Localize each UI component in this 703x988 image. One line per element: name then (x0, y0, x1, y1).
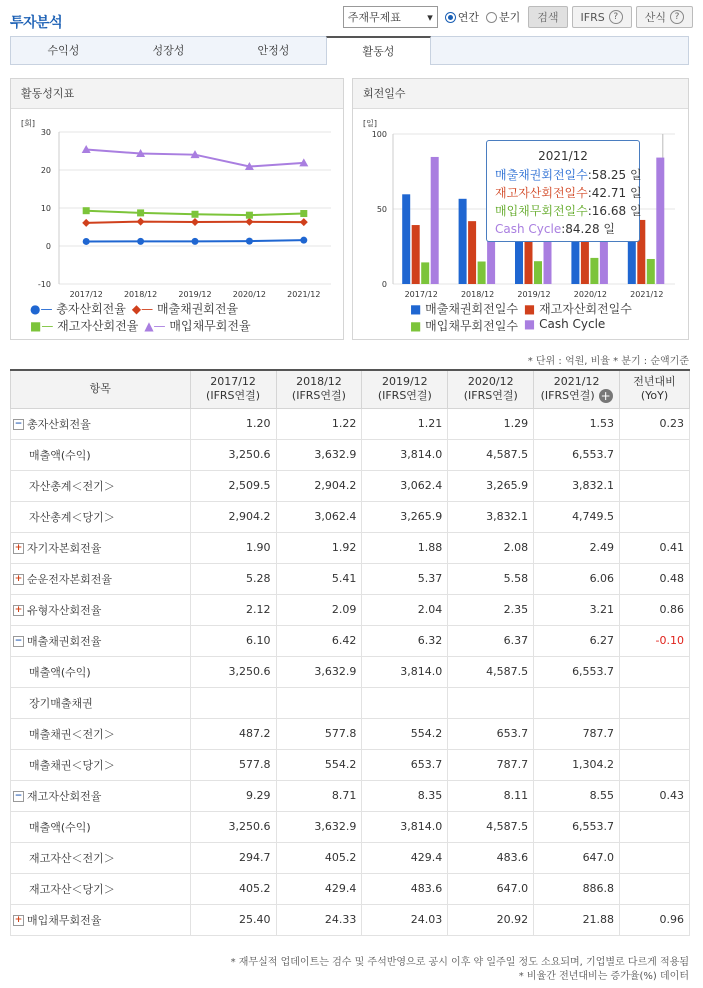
legend-label: 매입채무회전일수 (425, 319, 518, 333)
yoy-cell: -0.10 (620, 625, 690, 656)
header-yoy (620, 370, 690, 408)
value-cell: 1.88 (362, 532, 448, 563)
table-row (11, 594, 690, 625)
yoy-cell (620, 718, 690, 749)
header-2020 (448, 370, 534, 408)
header-year: 2021/12 (IFRS연결) (540, 375, 600, 403)
value-cell: 429.4 (362, 842, 448, 873)
header-label: 항목 (89, 382, 111, 396)
bar (656, 158, 664, 284)
legend-label: 재고자산회전일수 (539, 302, 632, 316)
collapse-icon[interactable]: − (14, 791, 23, 801)
bar (534, 261, 542, 284)
legend-item-inventory-days[interactable]: ■ 재고자산회전일수 (523, 302, 632, 316)
analysis-tabs (10, 36, 689, 65)
value-cell: 1.22 (276, 408, 362, 439)
table-row (11, 842, 690, 873)
row-label[interactable]: 매입채무회전율 (27, 913, 102, 927)
controls-bar (343, 6, 693, 28)
expand-icon[interactable]: + (14, 915, 23, 925)
value-cell: 647.0 (534, 842, 620, 873)
expand-icon[interactable]: + (14, 543, 23, 553)
value-cell: 2.49 (534, 532, 620, 563)
row-label[interactable]: 유형자산회전율 (27, 603, 102, 617)
value-cell: 1.29 (448, 408, 534, 439)
value-cell: 5.28 (190, 563, 276, 594)
expand-icon[interactable]: + (14, 605, 23, 615)
value-cell: 4,587.5 (448, 656, 534, 687)
tooltip-title: 2021/12 (538, 149, 588, 163)
statement-select-value: 주재무제표 (347, 11, 401, 24)
header-year: 2017/12 (IFRS연결) (206, 375, 261, 403)
bar (402, 194, 410, 284)
tooltip-label: 매입채무회전일수 (495, 204, 588, 218)
row-label: 자산총계＜당기＞ (29, 510, 115, 524)
row-label[interactable]: 재고자산회전율 (27, 789, 102, 803)
data-point (300, 218, 308, 226)
value-cell: 2.12 (190, 594, 276, 625)
value-cell: 3,062.4 (276, 501, 362, 532)
value-cell: 8.35 (362, 780, 448, 811)
value-cell: 3,832.1 (448, 501, 534, 532)
table-row (11, 811, 690, 842)
value-cell: 1.90 (190, 532, 276, 563)
radio-quarter[interactable] (486, 9, 520, 25)
row-label: 자산총계＜전기＞ (29, 479, 115, 493)
header-2019 (362, 370, 448, 408)
tooltip-label: 매출채권회전일수 (495, 168, 588, 182)
value-cell: 8.11 (448, 780, 534, 811)
value-cell (362, 687, 448, 718)
value-cell: 653.7 (362, 749, 448, 780)
data-point (83, 238, 90, 245)
tooltip-value: :16.68 일 (587, 204, 642, 218)
row-label-cell (11, 904, 191, 935)
value-cell: 1.20 (190, 408, 276, 439)
tooltip-value: :84.28 일 (561, 222, 616, 236)
row-label: 재고자산＜당기＞ (29, 882, 115, 896)
footnote-update: * 재무실적 업데이트는 검수 및 주석반영으로 공시 이후 약 일주일 정도 소요되며, 기업별로 다르게 적용됨 (230, 957, 689, 968)
row-label-cell (11, 594, 191, 625)
data-point (192, 238, 199, 245)
value-cell: 294.7 (190, 842, 276, 873)
data-point (191, 218, 199, 226)
table-row (11, 718, 690, 749)
value-cell: 8.55 (534, 780, 620, 811)
value-cell: 6.32 (362, 625, 448, 656)
value-cell: 6,553.7 (534, 656, 620, 687)
question-icon: ? (609, 10, 623, 24)
formula-button[interactable] (636, 6, 693, 28)
y-tick-label: 20 (40, 166, 51, 175)
value-cell: 647.0 (448, 873, 534, 904)
formula-button-label: 산식 (644, 11, 666, 24)
y-tick-label: 50 (376, 205, 387, 214)
row-label[interactable]: 자기자본회전율 (27, 541, 102, 555)
yoy-cell (620, 873, 690, 904)
yoy-cell (620, 501, 690, 532)
header-item (11, 370, 191, 408)
row-label-cell (11, 656, 191, 687)
value-cell: 4,587.5 (448, 439, 534, 470)
yoy-cell (620, 811, 690, 842)
chevron-down-icon: ▾ (427, 10, 433, 24)
row-label[interactable]: 총자산회전율 (27, 417, 91, 431)
tab-profitability[interactable]: 수익성 (47, 44, 80, 57)
row-label: 매출채권＜당기＞ (29, 758, 115, 772)
radio-quarter-label: 분기 (499, 11, 521, 24)
legend-item-cash-cycle[interactable]: ■ Cash Cycle (523, 317, 606, 331)
ifrs-button[interactable] (572, 6, 632, 28)
value-cell: 2,904.2 (190, 501, 276, 532)
question-icon: ? (670, 10, 684, 24)
data-point (192, 211, 199, 218)
yoy-cell (620, 842, 690, 873)
row-label-cell (11, 563, 191, 594)
footnote-yoy: * 비율간 전년대비는 증가율(%) 데이터 (518, 971, 689, 982)
data-point (82, 219, 90, 227)
y-unit-label: [일] (363, 119, 377, 128)
table-row (11, 780, 690, 811)
data-point (137, 238, 144, 245)
value-cell: 5.58 (448, 563, 534, 594)
header-year: 2019/12 (IFRS연결) (377, 375, 432, 403)
x-tick-label: 2020/12 (573, 290, 608, 299)
tooltip-row (495, 220, 631, 238)
header-yoy-label: 전년대비 (YoY) (633, 375, 676, 403)
row-label-cell (11, 780, 191, 811)
value-cell: 577.8 (276, 718, 362, 749)
legend-label: 매출채권회전일수 (425, 302, 518, 316)
row-label-cell (11, 439, 191, 470)
data-point (245, 218, 253, 226)
table-row (11, 439, 690, 470)
value-cell: 886.8 (534, 873, 620, 904)
yoy-cell: 0.96 (620, 904, 690, 935)
value-cell: 554.2 (362, 718, 448, 749)
value-cell: 6,553.7 (534, 811, 620, 842)
statement-select[interactable] (343, 6, 438, 28)
header-2018 (276, 370, 362, 408)
data-point (83, 207, 90, 214)
table-row (11, 563, 690, 594)
yoy-cell: 0.41 (620, 532, 690, 563)
bar (459, 199, 467, 284)
value-cell: 3,832.1 (534, 470, 620, 501)
value-cell: 8.71 (276, 780, 362, 811)
row-label-cell (11, 842, 191, 873)
value-cell: 483.6 (362, 873, 448, 904)
tooltip-value: :58.25 일 (587, 168, 642, 182)
value-cell (534, 687, 620, 718)
bar-chart-legend (410, 300, 690, 334)
collapse-icon[interactable]: − (14, 636, 23, 646)
value-cell: 6.37 (448, 625, 534, 656)
value-cell: 3,265.9 (362, 501, 448, 532)
yoy-cell (620, 470, 690, 501)
x-tick-label: 2019/12 (517, 290, 551, 299)
yoy-cell (620, 439, 690, 470)
yoy-cell: 0.23 (620, 408, 690, 439)
bar (421, 262, 429, 284)
row-label: 매출액(수익) (29, 665, 91, 679)
yoy-cell: 0.43 (620, 780, 690, 811)
radio-quarter-dot[interactable] (486, 12, 497, 23)
value-cell: 2.09 (276, 594, 362, 625)
value-cell: 20.92 (448, 904, 534, 935)
value-cell: 6.27 (534, 625, 620, 656)
tooltip-value: :42.71 일 (587, 186, 642, 200)
row-label-cell (11, 408, 191, 439)
legend-label: 매입채무회전율 (169, 319, 251, 333)
row-label: 장기매출채권 (29, 696, 93, 710)
table-row (11, 873, 690, 904)
table-row (11, 470, 690, 501)
x-tick-label: 2019/12 (178, 290, 212, 299)
row-label-cell (11, 625, 191, 656)
value-cell: 653.7 (448, 718, 534, 749)
data-point (137, 218, 145, 226)
activity-indicator-title: 활동성지표 (11, 79, 343, 109)
value-cell: 1,304.2 (534, 749, 620, 780)
bar (431, 157, 439, 284)
legend-label: Cash Cycle (539, 317, 606, 331)
row-label[interactable]: 매출채권회전율 (27, 634, 102, 648)
tooltip-row (495, 184, 642, 202)
bar (412, 225, 420, 284)
value-cell: 4,749.5 (534, 501, 620, 532)
data-point (246, 238, 253, 245)
value-cell (276, 687, 362, 718)
row-label-cell (11, 470, 191, 501)
radio-annual[interactable] (445, 9, 479, 25)
legend-item-receivables-turnover[interactable]: ◆— 매출채권회전율 (131, 302, 239, 316)
search-button[interactable] (528, 6, 567, 28)
tab-activity[interactable]: 활동성 (326, 36, 431, 65)
legend-label: 총자산회전율 (56, 302, 126, 316)
value-cell: 429.4 (276, 873, 362, 904)
value-cell: 1.53 (534, 408, 620, 439)
value-cell (448, 687, 534, 718)
value-cell: 21.88 (534, 904, 620, 935)
bar (478, 262, 486, 285)
value-cell: 1.21 (362, 408, 448, 439)
table-row (11, 749, 690, 780)
tooltip-row (495, 166, 642, 184)
x-tick-label: 2017/12 (69, 290, 103, 299)
legend-item-payables-turnover[interactable]: ▲— 매입채무회전율 (144, 319, 251, 333)
value-cell: 2.08 (448, 532, 534, 563)
row-label-cell (11, 501, 191, 532)
tooltip-label: Cash Cycle (495, 222, 562, 236)
yoy-cell (620, 687, 690, 718)
table-row (11, 687, 690, 718)
table-header-row (11, 370, 690, 408)
value-cell: 3,632.9 (276, 811, 362, 842)
tab-growth[interactable]: 성장성 (152, 44, 185, 57)
value-cell: 3,265.9 (448, 470, 534, 501)
yoy-cell (620, 749, 690, 780)
row-label-cell (11, 749, 191, 780)
yoy-cell (620, 656, 690, 687)
chart-tooltip (486, 140, 640, 242)
row-label-cell (11, 718, 191, 749)
y-tick-label: 10 (40, 204, 51, 213)
value-cell: 6.42 (276, 625, 362, 656)
x-tick-label: 2017/12 (404, 290, 438, 299)
value-cell: 787.7 (448, 749, 534, 780)
value-cell: 6,553.7 (534, 439, 620, 470)
radio-annual-label: 연간 (457, 11, 479, 24)
tooltip-row (495, 202, 642, 220)
bar (647, 259, 655, 284)
turnover-days-title: 회전일수 (353, 79, 688, 109)
value-cell: 3,250.6 (190, 811, 276, 842)
row-label: 매출액(수익) (29, 820, 91, 834)
y-tick-label: -10 (37, 280, 51, 289)
table-row (11, 656, 690, 687)
value-cell: 2,509.5 (190, 470, 276, 501)
value-cell: 25.40 (190, 904, 276, 935)
value-cell: 2.35 (448, 594, 534, 625)
value-cell: 3,632.9 (276, 656, 362, 687)
table-row (11, 408, 690, 439)
value-cell: 5.37 (362, 563, 448, 594)
row-label[interactable]: 순운전자본회전율 (27, 572, 113, 586)
row-label-cell (11, 532, 191, 563)
value-cell: 3,250.6 (190, 439, 276, 470)
legend-item-payable-days[interactable]: ■ 매입채무회전일수 (410, 319, 518, 333)
yoy-cell: 0.86 (620, 594, 690, 625)
collapse-icon[interactable]: − (14, 419, 23, 429)
y-tick-label: 0 (381, 280, 387, 289)
ifrs-button-label: IFRS (580, 10, 605, 24)
header-2021 (534, 370, 620, 408)
x-tick-label: 2020/12 (232, 290, 267, 299)
table-row (11, 532, 690, 563)
header (10, 6, 693, 34)
value-cell: 487.2 (190, 718, 276, 749)
y-tick-label: 100 (371, 130, 387, 139)
value-cell: 577.8 (190, 749, 276, 780)
search-button-label: 검색 (537, 11, 559, 24)
value-cell: 405.2 (276, 842, 362, 873)
line-chart-legend (30, 300, 340, 334)
tooltip-label: 재고자산회전일수 (495, 186, 588, 200)
expand-icon[interactable]: + (14, 574, 23, 584)
y-tick-label: 30 (40, 128, 51, 137)
header-year: 2020/12 (IFRS연결) (463, 375, 518, 403)
legend-label: 재고자산회전율 (57, 319, 139, 333)
value-cell (190, 687, 276, 718)
value-cell: 9.29 (190, 780, 276, 811)
row-label-cell (11, 687, 191, 718)
x-tick-label: 2021/12 (630, 290, 664, 299)
data-point (300, 210, 307, 217)
row-label: 매출액(수익) (29, 448, 91, 462)
value-cell: 2.04 (362, 594, 448, 625)
row-label-cell (11, 811, 191, 842)
row-label: 매출채권＜전기＞ (29, 727, 115, 741)
x-tick-label: 2018/12 (460, 290, 495, 299)
table-row (11, 501, 690, 532)
unit-note: * 단위 : 억원, 비율 * 분기 : 순액기준 (527, 356, 689, 367)
yoy-cell: 0.48 (620, 563, 690, 594)
value-cell: 3,814.0 (362, 656, 448, 687)
add-column-icon[interactable]: + (600, 389, 611, 404)
value-cell: 405.2 (190, 873, 276, 904)
legend-item-inventory-turnover[interactable]: ■— 재고자산회전율 (30, 319, 139, 333)
table-row (11, 625, 690, 656)
data-point (246, 212, 253, 219)
value-cell: 787.7 (534, 718, 620, 749)
x-tick-label: 2021/12 (287, 290, 321, 299)
activity-table (10, 369, 690, 936)
value-cell: 554.2 (276, 749, 362, 780)
value-cell: 483.6 (448, 842, 534, 873)
value-cell: 24.03 (362, 904, 448, 935)
row-label-cell (11, 873, 191, 904)
value-cell: 3,062.4 (362, 470, 448, 501)
legend-item-total-asset-turnover[interactable]: ●— 총자산회전율 (30, 302, 126, 316)
row-label: 재고자산＜전기＞ (29, 851, 115, 865)
bar (468, 221, 476, 284)
value-cell: 3,814.0 (362, 439, 448, 470)
value-cell: 6.10 (190, 625, 276, 656)
table-row (11, 904, 690, 935)
page-title: 투자분석 (10, 15, 63, 31)
data-point (137, 209, 144, 216)
header-year: 2018/12 (IFRS연결) (291, 375, 346, 403)
value-cell: 2,904.2 (276, 470, 362, 501)
legend-item-receivable-days[interactable]: ■ 매출채권회전일수 (410, 302, 518, 316)
y-tick-label: 0 (45, 242, 51, 251)
legend-label: 매출채권회전율 (156, 302, 239, 316)
radio-annual-dot[interactable] (445, 12, 456, 23)
value-cell: 3,250.6 (190, 656, 276, 687)
tab-stability[interactable]: 안정성 (257, 44, 290, 57)
value-cell: 6.06 (534, 563, 620, 594)
value-cell: 5.41 (276, 563, 362, 594)
value-cell: 3,814.0 (362, 811, 448, 842)
y-unit-label: [회] (21, 119, 35, 128)
value-cell: 24.33 (276, 904, 362, 935)
value-cell: 4,587.5 (448, 811, 534, 842)
value-cell: 1.92 (276, 532, 362, 563)
value-cell: 3.21 (534, 594, 620, 625)
header-2017 (190, 370, 276, 408)
data-point (300, 237, 307, 244)
x-tick-label: 2018/12 (123, 290, 158, 299)
value-cell: 3,632.9 (276, 439, 362, 470)
bar (590, 258, 598, 284)
